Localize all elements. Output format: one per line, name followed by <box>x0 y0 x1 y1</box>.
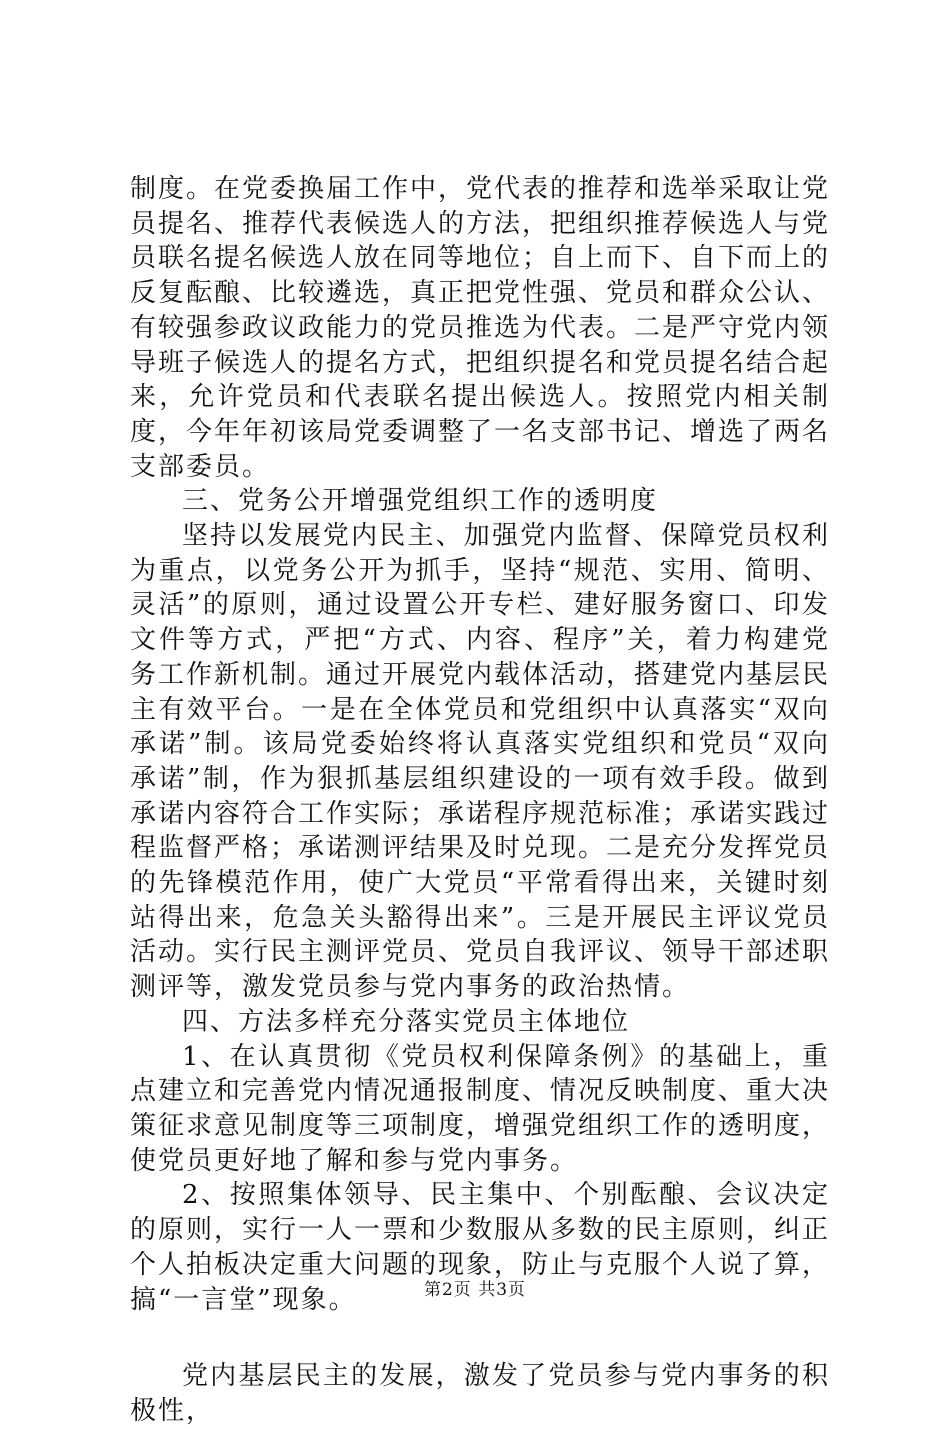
page-number-footer: 第2页 共3页 <box>423 1280 527 1300</box>
paragraph-3: 1、在认真贯彻《党员权利保障条例》的基础上，重点建立和完善党内情况通报制度、情况反映制度、重大决策征求意见制度等三项制度，增强党组织工作的透明度，使党员更好地了解和参与党内事务。 <box>130 1041 831 1176</box>
paragraph-5: 党内基层民主的发展，激发了党员参与党内事务的积极性， <box>130 1361 830 1426</box>
paragraph-2: 坚持以发展党内民主、加强党内监督、保障党员权利为重点，以党务公开为抓手，坚持“规范、实用、简明、灵活”的原则，通过设置公开专栏、建好服务窗口、印发文件等方式，严把“方式、内容、程序”关，着力构建党务工作新机制。通过开展党内载体活动，搭建党内基层民主有效平台。一是在全体党员和党组织中认真落实“双向承诺”制。该局党委始终将认真落实党组织和党员“双向承诺”制，作为狠抓基层组织建设的一项有效手段。做到承诺内容符合工作实际；承诺程序规范标准；承诺实践过程监督严格；承诺测评结果及时兑现。二是充分发挥党员的先锋模范作用，使广大党员“平常看得出来，关键时刻站得出来，危急关头豁得出来”。三是开展民主评议党员活动。实行民主测评党员、党员自我评议、领导干部述职测评等，激发党员参与党内事务的政治热情。 <box>130 521 831 1003</box>
section-heading-3: 三、党务公开增强党组织工作的透明度 <box>182 486 659 517</box>
section-heading-4: 四、方法多样充分落实党员主体地位 <box>182 1006 631 1037</box>
document-body <box>130 172 830 1429</box>
paragraph-1: 制度。在党委换届工作中，党代表的推荐和选举采取让党员提名、推荐代表候选人的方法，把组织推荐候选人与党员联名提名候选人放在同等地位；自上而下、自下而上的反复酝酿、比较遴选，真正把党性强、党员和群众公认、有较强参政议政能力的党员推选为代表。二是严守党内领导班子候选人的提名方式，把组织提名和党员提名结合起来，允许党员和代表联名提出候选人。按照党内相关制度，今年年初该局党委调整了一名支部书记、增选了两名支部委员。 <box>130 174 831 482</box>
paragraph-4: 2、按照集体领导、民主集中、个别酝酿、会议决定的原则，实行一人一票和少数服从多数的民主原则，纠正个人拍板决定重大问题的现象，防止与克服个人说了算，搞“一言堂”现象。 <box>130 1180 831 1315</box>
